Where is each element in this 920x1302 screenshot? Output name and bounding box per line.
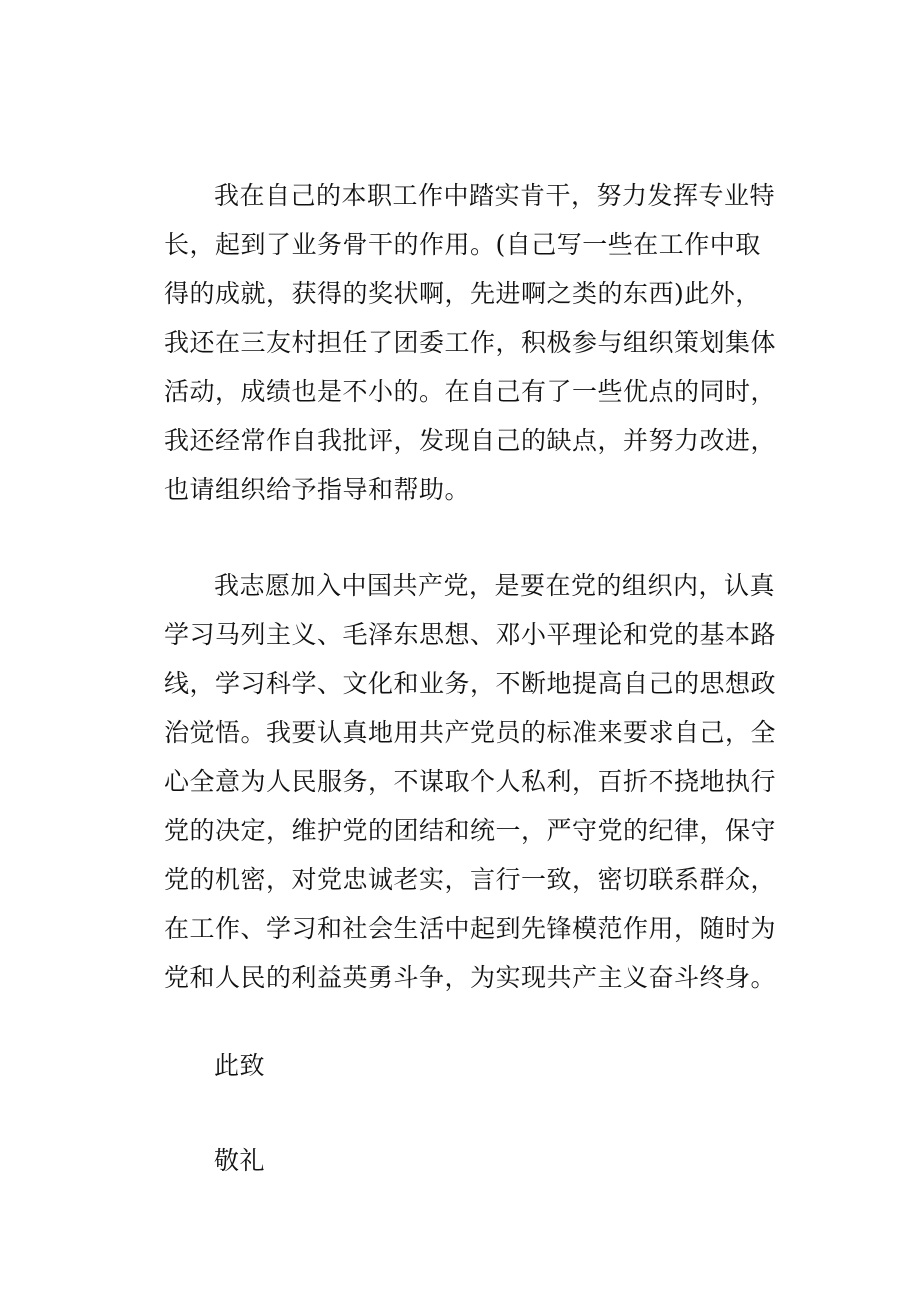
paragraph-line: 党和人民的利益英勇斗争，为实现共产主义奋斗终身。 — [164, 963, 777, 992]
paragraph-line: 线，学习科学、文化和业务，不断地提高自己的思想政 — [164, 669, 777, 698]
paragraph-line: 也请组织给予指导和帮助。 — [164, 475, 471, 504]
closing-text: 此致 — [214, 1051, 266, 1080]
paragraph-line: 心全意为人民服务，不谋取个人私利，百折不挠地执行 — [164, 767, 777, 796]
paragraph-line: 我还在三友村担任了团委工作，积极参与组织策划集体 — [164, 328, 777, 357]
paragraph-line: 我志愿加入中国共产党，是要在党的组织内，认真 — [214, 571, 776, 600]
salute-text: 敬礼 — [214, 1146, 266, 1175]
paragraph-line: 我在自己的本职工作中踏实肯干，努力发挥专业特 — [214, 181, 776, 210]
paragraph-line: 长，起到了业务骨干的作用。(自己写一些在工作中取 — [164, 230, 761, 259]
paragraph-line: 在工作、学习和社会生活中起到先锋模范作用，随时为 — [164, 914, 777, 943]
paragraph-line: 党的机密，对党忠诚老实，言行一致，密切联系群众， — [164, 865, 777, 894]
paragraph-line: 得的成就，获得的奖状啊，先进啊之类的东西)此外， — [164, 279, 761, 308]
paragraph-line: 学习马列主义、毛泽东思想、邓小平理论和党的基本路 — [164, 620, 777, 649]
paragraph-line: 治觉悟。我要认真地用共产党员的标准来要求自己，全 — [164, 718, 777, 747]
paragraph-line: 活动，成绩也是不小的。在自己有了一些优点的同时， — [164, 377, 777, 406]
paragraph-line: 党的决定，维护党的团结和统一，严守党的纪律，保守 — [164, 816, 777, 845]
paragraph-line: 我还经常作自我批评，发现自己的缺点，并努力改进， — [164, 426, 777, 455]
